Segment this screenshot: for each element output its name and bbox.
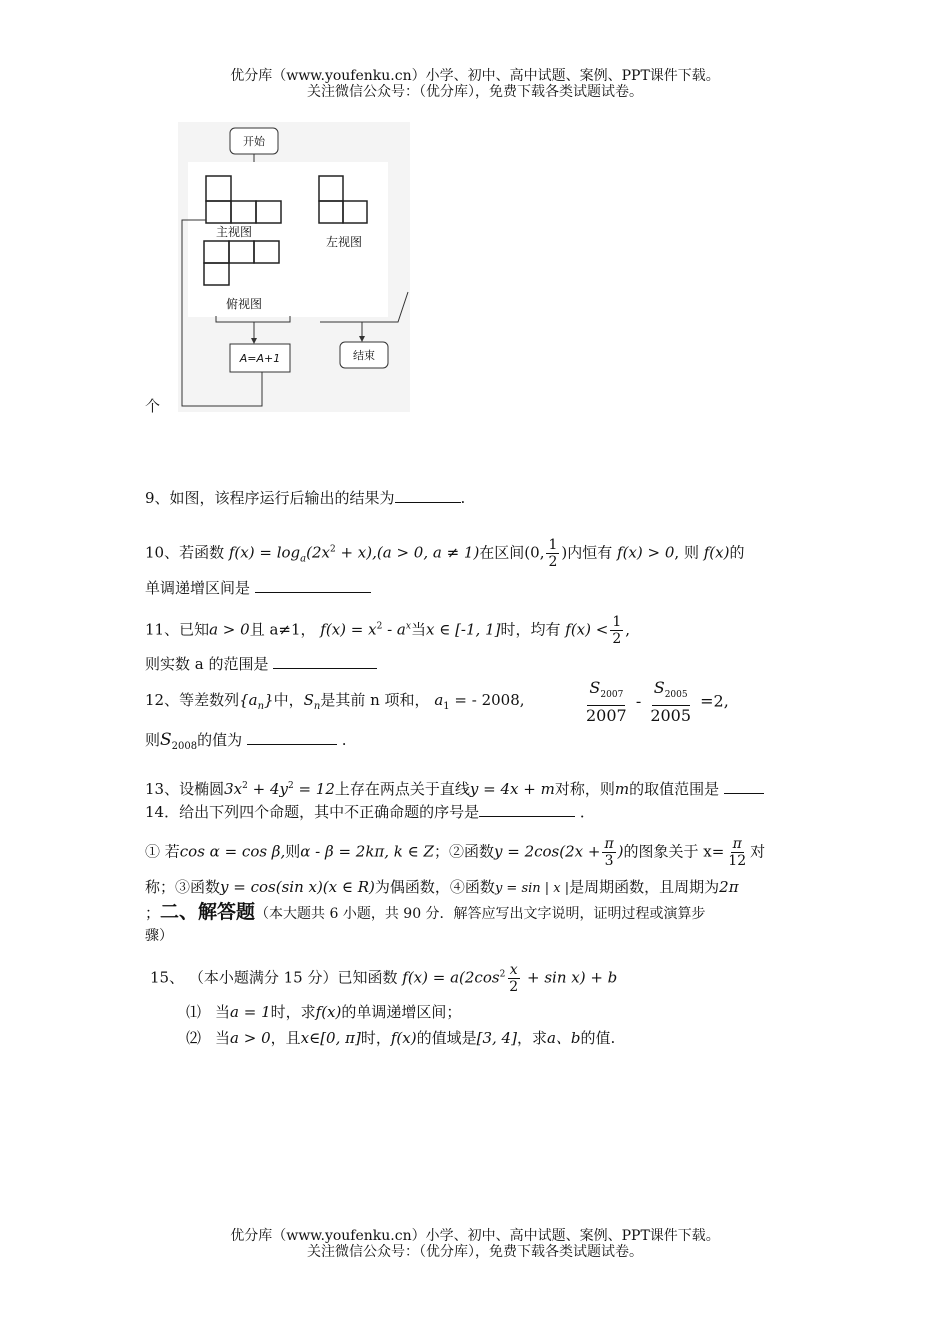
q15-frac-den: 2	[509, 979, 519, 995]
q13-p1: 13、设椭圆	[145, 780, 225, 798]
question-14-line-2	[145, 836, 765, 869]
q12-a1-val: = - 2008,	[449, 691, 525, 709]
q9-text: 9、如图，该程序运行后输出的结果为	[145, 489, 395, 507]
q13-sup2: 2	[287, 781, 294, 791]
q15-s2-b: ，且	[270, 1029, 301, 1047]
q11-p3: 当	[410, 620, 426, 639]
q14-l2-b: 则	[285, 842, 301, 861]
q10-p2: 在区间(0,	[479, 543, 545, 562]
q15-s2-f: f(x)	[390, 1029, 417, 1047]
q15-subquestion-1	[186, 1002, 461, 1022]
q11-fraction	[610, 614, 623, 647]
q11-c1: a > 0	[209, 620, 250, 639]
q10-f4: f(x) > 0	[617, 543, 675, 562]
q14-frac1-num: π	[604, 836, 614, 852]
q15-s2-g: 的值.	[580, 1029, 616, 1047]
q15-sup2: 2	[499, 969, 506, 980]
q14-l2-c: ；②函数	[433, 842, 494, 861]
q15-subquestion-2	[186, 1028, 615, 1048]
q9-answer-blank	[395, 502, 461, 503]
q12-seq-sub: n	[257, 701, 265, 712]
flow-end-label: 结束	[353, 349, 375, 362]
flow-start-label: 开始	[243, 135, 265, 148]
question-12	[145, 690, 525, 717]
left-view-label: 左视图	[325, 235, 363, 249]
q14-l3-b: 为偶函数，④函数	[374, 878, 495, 896]
q11-frac-num: 1	[612, 614, 622, 630]
q10-frac-den: 2	[548, 554, 558, 570]
q15-s2-d: 的值域是	[416, 1029, 477, 1047]
q10-p3: )内恒有	[561, 543, 613, 562]
q15-s1-b: 时，求	[270, 1003, 316, 1021]
question-15	[150, 962, 617, 995]
q11-supx: x	[405, 621, 411, 632]
q10-sup2: 2	[329, 544, 336, 555]
q15-s2-m3: [3, 4]	[476, 1029, 517, 1047]
page-footer	[0, 1228, 950, 1260]
q14-frac2-den: 12	[728, 853, 747, 869]
q13-e2: + 4y	[247, 780, 288, 798]
q14-l2-m1: cos α = cos β,	[179, 842, 286, 861]
q10-sub-a: a	[300, 553, 307, 565]
question-13	[145, 776, 764, 799]
section-2-heading	[145, 902, 706, 924]
q13-e3: = 12	[293, 780, 335, 798]
q12-s-sub: n	[313, 701, 321, 712]
section2-prefix: ；	[145, 904, 161, 922]
q13-sup1: 2	[242, 781, 248, 791]
q13-line: y = 4x + m	[469, 780, 555, 798]
q14-l2-m4: )	[617, 842, 624, 861]
q15-f2: + sin x) + b	[522, 968, 618, 987]
q15-s2-e: ，求	[516, 1029, 547, 1047]
q10-frac-num: 1	[548, 537, 558, 553]
q12-tail: .	[341, 731, 347, 749]
q15-s2-a: 当	[215, 1029, 231, 1047]
q13-p4: 的取值范围是	[629, 780, 720, 798]
q12-s: S	[303, 691, 314, 709]
q12-p3: 是其前 n 项和，	[320, 691, 430, 709]
q14-l2-e: 对	[750, 842, 766, 861]
q13-e1: 3x	[224, 780, 243, 798]
q14-l2-a: ① 若	[145, 842, 180, 861]
q11-f1: f(x) = x	[320, 620, 377, 639]
q10-cond: (a > 0, a ≠ 1)	[376, 543, 480, 562]
q15-s2-c: 时，	[360, 1029, 391, 1047]
q12-answer-blank	[247, 744, 337, 745]
q11-p2: 且 a≠1，	[249, 620, 316, 639]
q15-s1-f: f(x)	[315, 1003, 342, 1021]
q15-s2-m1: a > 0	[230, 1029, 271, 1047]
q10-f1: f(x) = log	[228, 543, 301, 562]
flowchart-figure	[178, 122, 410, 412]
q11-p4: 时，均有	[500, 620, 561, 639]
section-2-desc-line-2: 骤）	[145, 928, 173, 944]
q12-s2007: S	[589, 678, 601, 697]
q14-l3-m2: y = sin | x |	[494, 881, 570, 896]
q14-frac1-den: 3	[604, 853, 614, 869]
q10-fraction	[546, 537, 559, 570]
q12-s2005-sub: 2005	[664, 690, 688, 701]
stray-char: 个	[145, 397, 161, 415]
q12-p1: 12、等差数列	[145, 691, 240, 709]
q15-s1-c: 的单调递增区间；	[341, 1003, 462, 1021]
q10-p4: , 则	[674, 543, 699, 562]
q15-s1-m: a = 1	[230, 1003, 271, 1021]
q12-eq: =2,	[700, 691, 729, 711]
q12-line2-a: 则	[145, 731, 161, 749]
question-9	[145, 488, 465, 508]
section2-desc-1: （本大题共 6 小题，共 90 分．解答应写出文字说明，证明过程或演算步	[255, 906, 706, 922]
question-11	[145, 614, 630, 647]
q12-seq: {a	[239, 691, 258, 709]
q11-sup2: 2	[376, 621, 383, 632]
q15-s1-a: 当	[215, 1003, 231, 1021]
q12-line2-b: 的值为	[197, 731, 243, 749]
q14-l3-a: 称；③函数	[145, 878, 221, 896]
footer-line-2: 关注微信公众号：（优分库），免费下载各类试题试卷。	[307, 1244, 643, 1260]
q15-s2-num: ⑵	[186, 1029, 202, 1047]
page-header	[0, 68, 950, 100]
q14-l3-m1: y = cos(sin x)(x ∈ R)	[220, 878, 375, 896]
q15-fraction	[507, 962, 520, 995]
header-line-2: 关注微信公众号：（优分库），免费下载各类试题试卷。	[307, 84, 643, 100]
q10-f3: + x),	[335, 543, 377, 562]
q10-p5: 的	[729, 543, 745, 562]
q14-answer-blank	[479, 816, 575, 817]
q14-frac-1	[602, 836, 615, 869]
question-10	[145, 537, 744, 570]
q15-s1-num: ⑴	[186, 1003, 202, 1021]
q14-l2-m2: α - β = 2kπ, k ∈ Z	[300, 842, 434, 861]
q14-frac-2	[726, 836, 748, 869]
q9-tail: .	[460, 489, 466, 507]
q15-f1: f(x) = a(2cos	[402, 968, 500, 987]
q12-p2: 中，	[273, 691, 304, 709]
q14-l2-m3: y = 2cos(2x +	[493, 842, 601, 861]
q14-frac2-num: π	[732, 836, 742, 852]
q12-s2007-sub: 2007	[600, 690, 624, 701]
question-12-line-2	[145, 730, 346, 757]
question-14	[145, 802, 595, 822]
question-14-line-3	[145, 877, 739, 899]
q11-c2: x ∈ [-1, 1]	[425, 620, 501, 639]
q11-frac-den: 2	[612, 631, 622, 647]
q10-f2: (2x	[306, 543, 330, 562]
q13-m: m	[614, 780, 630, 798]
q10-line2: 单调递增区间是	[145, 579, 251, 597]
q12-frac-2005	[648, 678, 693, 726]
q12-d2005: 2005	[650, 706, 692, 726]
q15-p1: 15、 （本小题满分 15 分）已知函数	[150, 968, 398, 987]
q15-frac-num: x	[509, 962, 518, 978]
q11-f2: - a	[382, 620, 406, 639]
q10-f5: f(x)	[703, 543, 730, 562]
front-view-label: 主视图	[215, 225, 253, 239]
q14-tail: ．	[579, 803, 595, 821]
q12-minus: -	[635, 691, 642, 711]
q10-answer-blank	[255, 592, 371, 593]
q15-s2-ab: a、b	[546, 1029, 581, 1047]
q12-frac-2007	[584, 678, 629, 726]
q12-d2007: 2007	[586, 706, 627, 726]
q13-answer-blank	[724, 793, 764, 794]
q11-p1: 11、已知	[145, 620, 210, 639]
header-line-1: 优分库（www.youfenku.cn）小学、初中、高中试题、案例、PPT课件下载。	[230, 68, 720, 84]
q11-f3: f(x) <	[565, 620, 609, 639]
q10-p1: 10、若函数	[145, 543, 225, 562]
q15-s2-m2: x∈[0, π]	[300, 1029, 361, 1047]
q14-l3-m3: 2π	[719, 878, 739, 896]
q14-l3-c: 是周期函数，且周期为	[569, 878, 720, 896]
question-10-line-2	[145, 578, 371, 598]
q14-p1: 14．给出下列四个命题，其中不正确命题的序号是	[145, 803, 480, 821]
q13-p2: 上存在两点关于直线	[334, 780, 470, 798]
q12-a1-sub: 1	[443, 701, 450, 712]
footer-line-1: 优分库（www.youfenku.cn）小学、初中、高中试题、案例、PPT课件下载。	[230, 1228, 720, 1244]
section2-title: 二、解答题	[160, 901, 256, 923]
q11-answer-blank	[273, 668, 377, 669]
q11-p5: ,	[625, 620, 631, 639]
q14-l2-d: 的图象关于 x=	[623, 842, 725, 861]
q11-line2: 则实数 a 的范围是	[145, 655, 269, 673]
q12-s2005: S	[653, 678, 665, 697]
q12-seq-end: }	[264, 691, 274, 709]
q13-p3: 对称，则	[554, 780, 615, 798]
q12-equation	[582, 678, 729, 726]
q12-line2-s: S	[160, 730, 172, 750]
q12-a1: a	[434, 691, 444, 709]
q12-line2-sub: 2008	[171, 741, 198, 752]
assign-label: A=A+1	[239, 352, 281, 365]
top-view-label: 俯视图	[225, 297, 263, 311]
question-11-line-2	[145, 654, 377, 674]
